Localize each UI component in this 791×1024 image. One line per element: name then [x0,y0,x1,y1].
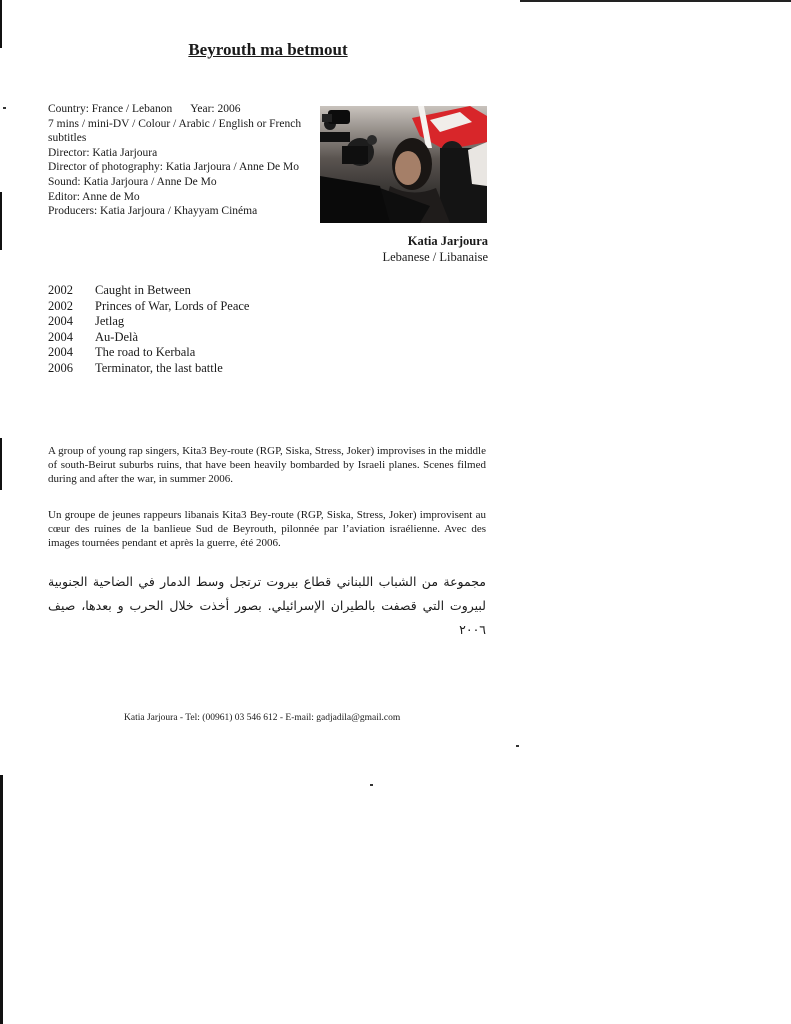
filmography-row [48,345,249,361]
film-year: 2006 [48,360,73,375]
filmography-row [48,330,249,346]
film-year: 2004 [48,345,73,360]
film-year: 2004 [48,329,73,344]
scan-speck [3,107,6,109]
synopsis-french: Un groupe de jeunes rappeurs libanais Kita3 Bey-route (RGP, Siska, Stress, Joker) improvisent au cœur des ruines de la banlieue Sud de Beyrouth, pilonnée par l’aviation israélienne. Avec des images tournées pendant et après la guerre, été 2006. [48,509,486,550]
director-name: Katia Jarjoura [407,234,488,248]
filmography-row [48,361,249,377]
film-name: Au-Delà [95,329,139,344]
scan-edge-mark [0,438,2,490]
format-continued: subtitles [48,132,87,145]
film-title: Beyrouth ma betmout [188,40,348,59]
film-year: 2002 [48,298,73,313]
scan-edge-line [520,0,791,2]
filmography [48,283,249,377]
director-photo [320,106,487,223]
filmography-row [48,314,249,330]
producers: Producers: Katia Jarjoura / Khayyam Cinéma [48,205,258,218]
film-name: Princes of War, Lords of Peace [95,298,250,313]
scan-edge-mark [0,192,2,250]
country: Country: France / Lebanon [48,103,173,115]
film-name: Terminator, the last battle [95,360,223,375]
film-year: 2004 [48,314,73,329]
director-card [300,233,488,265]
film-name: Caught in Between [95,283,191,297]
film-info [48,102,316,219]
editor: Editor: Anne de Mo [48,190,140,203]
director-nationality: Lebanese / Libanaise [382,250,488,264]
contact-line: Katia Jarjoura - Tel: (00961) 03 546 612 - E-mail: gadjadila@gmail.com [124,713,401,723]
film-name: The road to Kerbala [95,345,196,360]
scan-speck [370,784,373,786]
scan-edge-mark [0,775,3,1024]
year: Year: 2006 [190,103,241,115]
scan-speck [516,745,519,747]
film-year: 2002 [48,283,73,297]
synopsis-english: A group of young rap singers, Kita3 Bey-route (RGP, Siska, Stress, Joker) improvises in the middle of south-Beirut suburbs ruins, that have been heavily bombarded by Israeli planes. Scenes filmed during and after the war, in summer 2006. [48,445,486,486]
filmography-row [48,283,249,299]
filmography-row [48,299,249,315]
format: 7 mins / mini-DV / Colour / Arabic / English or French [48,117,302,130]
film-name: Jetlag [95,314,125,329]
country-year-line [48,102,316,117]
synopsis-arabic: مجموعة من الشباب اللبناني قطاع بيروت ترتجل وسط الدمار في الضاحية الجنوبية لبيروت التي قصفت بالطيران الإسرائيلي. بصور أخذت خلال الحرب و بعدها، صيف ٢٠٠٦ [48,574,486,637]
sound: Sound: Katia Jarjoura / Anne De Mo [48,175,217,188]
director-of-photography: Director of photography: Katia Jarjoura / Anne De Mo [48,161,300,174]
director: Director: Katia Jarjoura [48,146,158,159]
